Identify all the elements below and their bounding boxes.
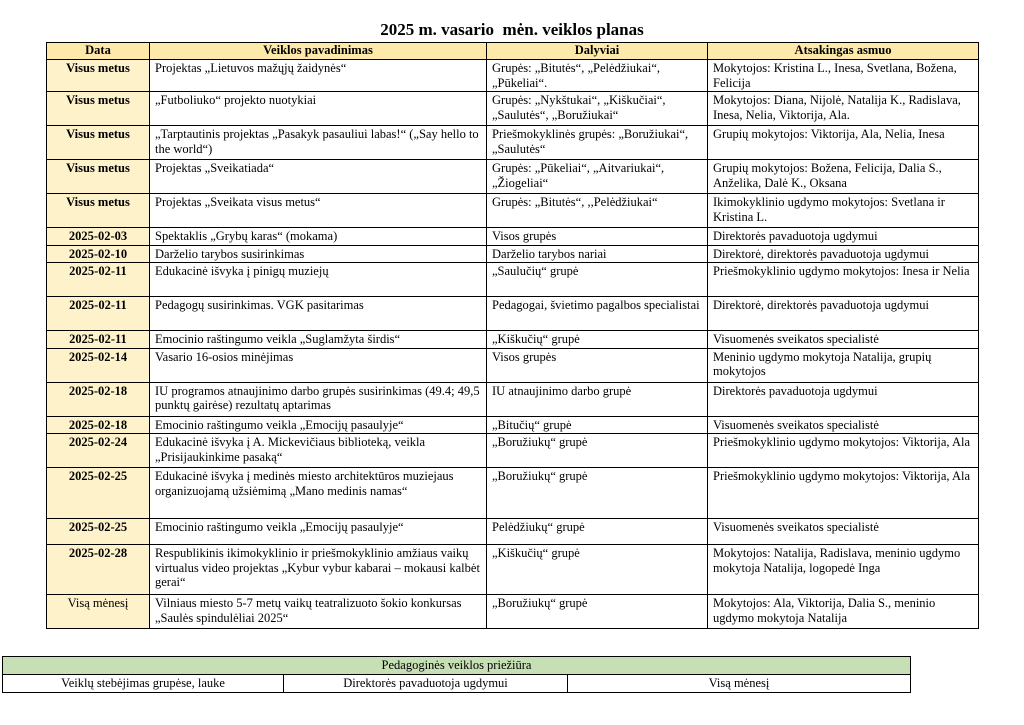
- header-activity: Veiklos pavadinimas: [150, 43, 487, 60]
- cell-date: Visą mėnesį: [47, 595, 150, 629]
- cell-date: Visus metus: [47, 60, 150, 92]
- cell-activity: „Futboliuko“ projekto nuotykiai: [150, 92, 487, 126]
- cell-activity: Respublikinis ikimokyklinio ir priešmokyklinio amžiaus vaikų virtualus video projektas „Kybur vybur kabarai – mokausi kalbėt gerai“: [150, 545, 487, 595]
- table-row: [47, 545, 979, 595]
- table-row: [47, 595, 979, 629]
- header-participants: Dalyviai: [487, 43, 708, 60]
- supervision-header-row: [3, 657, 911, 675]
- cell-responsible: Visuomenės sveikatos specialistė: [708, 331, 979, 349]
- cell-date: 2025-02-18: [47, 416, 150, 434]
- table-row: [47, 194, 979, 228]
- cell-participants: „Boružiukų“ grupė: [487, 595, 708, 629]
- cell-responsible: Mokytojos: Kristina L., Inesa, Svetlana, Božena, Felicija: [708, 60, 979, 92]
- cell-responsible: Direktorės pavaduotoja ugdymui: [708, 228, 979, 246]
- supervision-period: Visą mėnesį: [568, 675, 911, 693]
- cell-responsible: Visuomenės sveikatos specialistė: [708, 519, 979, 545]
- table-row: [47, 92, 979, 126]
- cell-responsible: Direktorės pavaduotoja ugdymui: [708, 382, 979, 416]
- cell-responsible: Grupių mokytojos: Božena, Felicija, Dalia S., Anželika, Dalė K., Oksana: [708, 160, 979, 194]
- supervision-table: [2, 656, 911, 693]
- table-row: [47, 60, 979, 92]
- cell-participants: Grupės: „Nykštukai“, „Kiškučiai“, „Saulutės“, „Boružiukai“: [487, 92, 708, 126]
- cell-activity: Projektas „Sveikata visus metus“: [150, 194, 487, 228]
- header-responsible: Atsakingas asmuo: [708, 43, 979, 60]
- cell-activity: Darželio tarybos susirinkimas: [150, 245, 487, 263]
- cell-participants: Visos grupės: [487, 228, 708, 246]
- cell-activity: Spektaklis „Grybų karas“ (mokama): [150, 228, 487, 246]
- cell-responsible: Priešmokyklinio ugdymo mokytojos: Inesa ir Nelia: [708, 263, 979, 297]
- cell-responsible: Meninio ugdymo mokytoja Natalija, grupių mokytojos: [708, 348, 979, 382]
- page-title: 2025 m. vasario mėn. veiklos planas: [380, 20, 644, 39]
- table-row: [47, 382, 979, 416]
- table-row: [47, 331, 979, 349]
- table-row: [47, 160, 979, 194]
- cell-date: 2025-02-25: [47, 519, 150, 545]
- cell-responsible: Grupių mokytojos: Viktorija, Ala, Nelia, Inesa: [708, 126, 979, 160]
- cell-responsible: Mokytojos: Natalija, Radislava, meninio ugdymo mokytoja Natalija, logopedė Inga: [708, 545, 979, 595]
- cell-date: 2025-02-28: [47, 545, 150, 595]
- table-row: [47, 228, 979, 246]
- cell-participants: Grupės: „Bitutės“, ,,Pelėdžiukai“: [487, 194, 708, 228]
- cell-date: 2025-02-11: [47, 297, 150, 331]
- cell-responsible: Visuomenės sveikatos specialistė: [708, 416, 979, 434]
- cell-date: 2025-02-24: [47, 434, 150, 468]
- cell-participants: Pelėdžiukų“ grupė: [487, 519, 708, 545]
- cell-date: Visus metus: [47, 160, 150, 194]
- table-row: [47, 348, 979, 382]
- activity-plan-table: [46, 42, 979, 629]
- cell-date: Visus metus: [47, 126, 150, 160]
- cell-activity: Projektas „Lietuvos mažųjų žaidynės“: [150, 60, 487, 92]
- cell-responsible: Ikimokyklinio ugdymo mokytojos: Svetlana ir Kristina L.: [708, 194, 979, 228]
- cell-responsible: Direktorė, direktorės pavaduotoja ugdymui: [708, 245, 979, 263]
- cell-participants: „Boružiukų“ grupė: [487, 468, 708, 519]
- cell-responsible: Priešmokyklinio ugdymo mokytojos: Viktorija, Ala: [708, 468, 979, 519]
- cell-responsible: Mokytojos: Diana, Nijolė, Natalija K., Radislava, Inesa, Nelia, Viktorija, Ala.: [708, 92, 979, 126]
- cell-activity: Emocinio raštingumo veikla „Suglamžyta širdis“: [150, 331, 487, 349]
- cell-participants: „Bitučių“ grupė: [487, 416, 708, 434]
- cell-date: 2025-02-11: [47, 263, 150, 297]
- supervision-title: Pedagoginės veiklos priežiūra: [3, 657, 911, 675]
- table-row: [47, 519, 979, 545]
- supervision-responsible: Direktorės pavaduotoja ugdymui: [284, 675, 568, 693]
- table-row: [47, 126, 979, 160]
- cell-participants: Grupės: „Pūkeliai“, „Aitvariukai“, „Žiogeliai“: [487, 160, 708, 194]
- table-row: [47, 416, 979, 434]
- cell-participants: Visos grupės: [487, 348, 708, 382]
- cell-date: 2025-02-25: [47, 468, 150, 519]
- cell-activity: Emocinio raštingumo veikla „Emocijų pasaulyje“: [150, 519, 487, 545]
- cell-participants: „Kiškučių“ grupė: [487, 331, 708, 349]
- cell-activity: Emocinio raštingumo veikla „Emocijų pasaulyje“: [150, 416, 487, 434]
- cell-activity: IU programos atnaujinimo darbo grupės susirinkimas (49.4; 49,5 punktų gairėse) rezultatų aptarimas: [150, 382, 487, 416]
- cell-activity: Projektas „Sveikatiada“: [150, 160, 487, 194]
- cell-activity: Edukacinė išvyka į A. Mickevičiaus biblioteką, veikla „Prisijaukinkime pasaką“: [150, 434, 487, 468]
- supervision-activity: Veiklų stebėjimas grupėse, lauke: [3, 675, 284, 693]
- cell-participants: Darželio tarybos nariai: [487, 245, 708, 263]
- cell-date: 2025-02-14: [47, 348, 150, 382]
- table-header-row: [47, 43, 979, 60]
- cell-activity: Edukacinė išvyka į pinigų muziejų: [150, 263, 487, 297]
- cell-date: 2025-02-18: [47, 382, 150, 416]
- table-row: [47, 245, 979, 263]
- cell-participants: „Boružiukų“ grupė: [487, 434, 708, 468]
- cell-activity: Pedagogų susirinkimas. VGK pasitarimas: [150, 297, 487, 331]
- cell-date: 2025-02-10: [47, 245, 150, 263]
- supervision-row: [3, 675, 911, 693]
- cell-participants: Grupės: „Bitutės“, „Pelėdžiukai“, „Pūkeliai“.: [487, 60, 708, 92]
- table-row: [47, 297, 979, 331]
- cell-activity: Edukacinė išvyka į medinės miesto architektūros muziejaus organizuojamą užsiėmimą „Mano medinis namas“: [150, 468, 487, 519]
- cell-participants: Priešmokyklinės grupės: „Boružiukai“, „Saulutės“: [487, 126, 708, 160]
- cell-date: Visus metus: [47, 92, 150, 126]
- cell-date: 2025-02-11: [47, 331, 150, 349]
- cell-participants: „Saulučių“ grupė: [487, 263, 708, 297]
- table-row: [47, 434, 979, 468]
- cell-participants: Pedagogai, švietimo pagalbos specialistai: [487, 297, 708, 331]
- table-row: [47, 263, 979, 297]
- table-row: [47, 468, 979, 519]
- cell-activity: Vilniaus miesto 5-7 metų vaikų teatralizuoto šokio konkursas „Saulės spindulėliai 2025“: [150, 595, 487, 629]
- cell-date: Visus metus: [47, 194, 150, 228]
- cell-responsible: Direktorė, direktorės pavaduotoja ugdymui: [708, 297, 979, 331]
- cell-participants: „Kiškučių“ grupė: [487, 545, 708, 595]
- header-date: Data: [47, 43, 150, 60]
- cell-activity: „Tarptautinis projektas „Pasakyk pasauliui labas!“ („Say hello to the world“): [150, 126, 487, 160]
- cell-participants: IU atnaujinimo darbo grupė: [487, 382, 708, 416]
- cell-activity: Vasario 16-osios minėjimas: [150, 348, 487, 382]
- cell-responsible: Mokytojos: Ala, Viktorija, Dalia S., meninio ugdymo mokytoja Natalija: [708, 595, 979, 629]
- cell-date: 2025-02-03: [47, 228, 150, 246]
- cell-responsible: Priešmokyklinio ugdymo mokytojos: Viktorija, Ala: [708, 434, 979, 468]
